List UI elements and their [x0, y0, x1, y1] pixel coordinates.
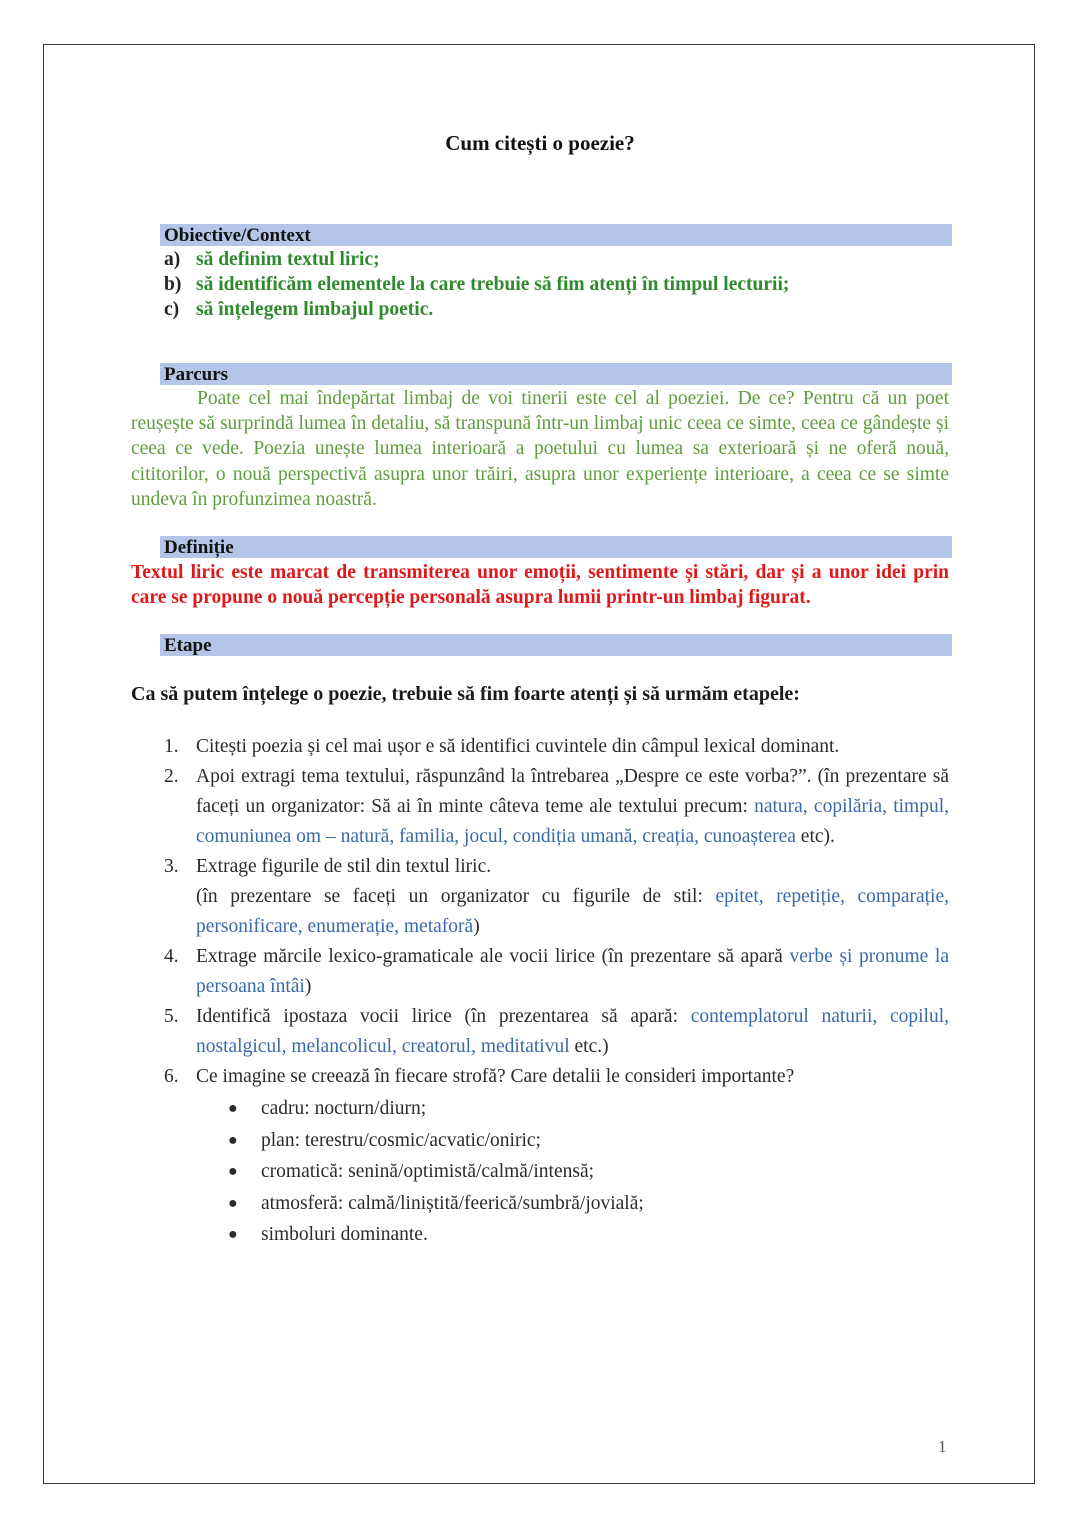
bullet-text: cadru: nocturn/diurn; [261, 1098, 427, 1119]
etape-intro: Ca să putem înțelege o poezie, trebuie să fim foarte atenți și să urmăm etapele: [131, 683, 800, 705]
step-number: 1. [164, 736, 179, 757]
bullet-icon: ● [228, 1100, 238, 1117]
list-item [164, 1002, 949, 1062]
objective-item [164, 272, 789, 297]
list-item [228, 1125, 949, 1157]
list-item [228, 1093, 949, 1125]
step-number: 5. [164, 1006, 179, 1027]
objective-label: c) [164, 299, 180, 320]
step-text-after: etc). [795, 826, 835, 847]
step-body [196, 1002, 949, 1062]
step-number: 3. [164, 856, 179, 877]
step-body [196, 852, 949, 942]
step-text: Citești poezia și cel mai ușor e să identifici cuvintele din câmpul lexical dominant. [196, 736, 840, 757]
step-highlight: epitet, repetiție, comparație, personificare, enumerație, metaforă [196, 886, 950, 937]
list-item [164, 1062, 949, 1092]
objective-text: să înțelegem limbajul poetic. [196, 299, 434, 320]
list-item [228, 1219, 949, 1251]
parcurs-paragraph: Poate cel mai îndepărtat limbaj de voi tinerii este cel al poeziei. De ce? Pentru că un poet reușește să surprindă lumea în detaliu, să transpună într-un limbaj unic ceea ce simte, ceea ce gândește și ceea ce vede. Poezia unește lumea interioară a poetului cu lumea sa exterioară și ne oferă nouă, cititorilor, o nouă perspectivă asupra unor trăiri, asupra unor experiențe interioare, a ceea ce se simte undeva în profunzimea noastră. [131, 388, 949, 510]
step-number: 2. [164, 766, 179, 787]
objective-label: a) [164, 249, 181, 270]
step-text-line2: (în prezentare se faceți un organizator cu figurile de stil: [196, 886, 716, 907]
step-highlight: verbe și pronume la persoana întâi [196, 946, 949, 997]
bullet-list [228, 1093, 949, 1251]
step-body [196, 942, 949, 1002]
bullet-text: atmosferă: calmă/liniștită/feerică/sumbră/jovială; [261, 1192, 644, 1214]
step-text: Identifică ipostaza vocii lirice (în prezentarea să apară: [196, 1006, 691, 1027]
list-item [164, 762, 949, 852]
objective-item [164, 247, 380, 272]
section-header-objectives: Obiective/Context [160, 224, 952, 246]
page-number: 1 [938, 1437, 947, 1456]
objective-text: să identificăm elementele la care trebuie să fim atenți în timpul lecturii; [196, 274, 790, 295]
objective-text: să definim textul liric; [196, 249, 380, 270]
page-title: Cum citești o poezie? [445, 131, 635, 155]
section-header-parcurs: Parcurs [160, 363, 952, 385]
bullet-icon: ● [228, 1194, 238, 1212]
objective-label: b) [164, 274, 182, 295]
step-highlight: natura, copilăria, timpul, comuniunea om – natură, familia, jocul, condiția umană, creația, cunoașterea [196, 796, 949, 847]
step-text: Extrage mărcile lexico-gramaticale ale vocii lirice (în prezentare să apară [196, 946, 790, 967]
step-number: 4. [164, 946, 179, 967]
bullet-text: plan: terestru/cosmic/acvatic/oniric; [261, 1129, 541, 1151]
steps-list [164, 732, 949, 1251]
list-item [164, 732, 949, 762]
definition-paragraph: Textul liric este marcat de transmiterea unor emoții, sentimente și stări, dar și a unor idei prin care se propune o nouă percepție personală asupra lumii printr-un limbaj figurat. [131, 562, 949, 608]
step-text: Apoi extragi tema textului, răspunzând la întrebarea „Despre ce este vorba?”. (în prezentare să faceți un organizator: Să ai în minte câteva teme ale textului precum: [196, 766, 949, 817]
step-text-after: ) [473, 916, 480, 937]
step-highlight: contemplatorul naturii, copilul, nostalgicul, melancolicul, creatorul, meditativul [196, 1006, 950, 1057]
list-item [164, 852, 949, 942]
step-text: Ce imagine se creează în fiecare strofă? Care detalii le consideri importante? [196, 1066, 795, 1087]
bullet-icon: ● [228, 1163, 238, 1180]
list-item [164, 942, 949, 1002]
objective-item [164, 297, 433, 322]
bullet-text: simboluri dominante. [261, 1224, 428, 1245]
step-number: 6. [164, 1066, 179, 1087]
bullet-text: cromatică: senină/optimistă/calmă/intensă; [261, 1161, 595, 1182]
step-text-after: ) [304, 976, 312, 997]
list-item [228, 1188, 949, 1220]
section-header-etape: Etape [160, 634, 952, 656]
step-text-after: etc.) [569, 1036, 609, 1057]
bullet-icon: ● [228, 1131, 238, 1149]
section-header-definitie: Definiție [160, 536, 952, 558]
bullet-icon: ● [228, 1226, 238, 1243]
step-body [196, 762, 949, 852]
list-item [228, 1156, 949, 1188]
step-text: Extrage figurile de stil din textul liric. [196, 856, 492, 877]
